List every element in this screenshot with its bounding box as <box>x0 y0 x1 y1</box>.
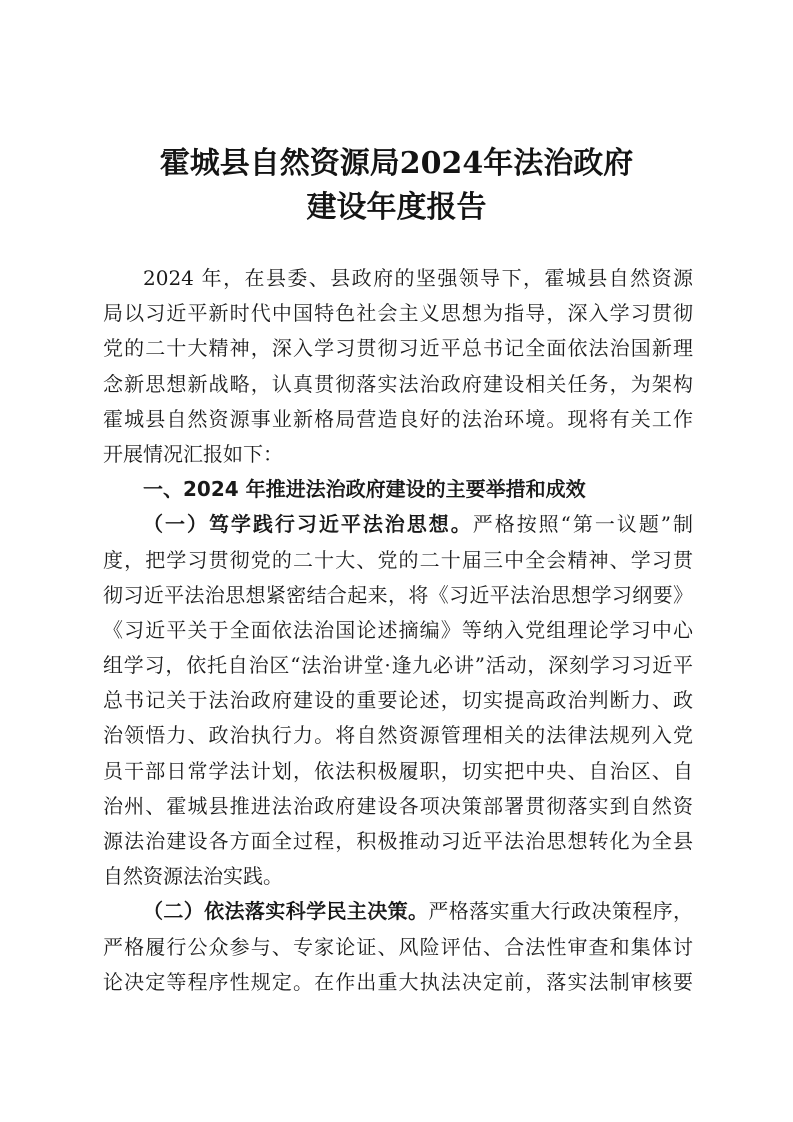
paragraph-line: 自然资源法治实践。 <box>103 864 283 889</box>
paragraph-line: 论决定等程序性规定。在作出重大执法决定前，落实法制审核要 <box>103 969 693 994</box>
paragraph-text: 严格落实重大行政决策程序， <box>428 899 694 924</box>
document-body <box>103 261 693 1000</box>
paragraph-line: 组学习，依托自治区“法治讲堂·逢九必讲”活动，深刻学习习近平 <box>103 653 693 678</box>
paragraph-line: 2024 年，在县委、县政府的坚强领导下，霍城县自然资源 <box>143 266 693 290</box>
paragraph-line <box>103 507 693 542</box>
document-title <box>0 142 793 230</box>
paragraph-line: 开展情况汇报如下： <box>103 441 283 466</box>
title-line-1: 霍城县自然资源局2024年法治政府 <box>159 146 634 181</box>
subsection-heading: （一）笃学践行习近平法治思想。 <box>143 512 473 537</box>
paragraph-line: 度，把学习贯彻党的二十大、党的二十届三中全会精神、学习贯 <box>103 547 693 572</box>
title-line-2: 建设年度报告 <box>306 190 487 225</box>
paragraph-line: 治州、霍城县推进法治政府建设各项决策部署贯彻落实到自然资 <box>103 793 693 818</box>
paragraph-line: 党的二十大精神，深入学习贯彻习近平总书记全面依法治国新理 <box>103 336 693 361</box>
paragraph-line: 局以习近平新时代中国特色社会主义思想为指导，深入学习贯彻 <box>103 301 693 326</box>
paragraph-line: 霍城县自然资源事业新格局营造良好的法治环境。现将有关工作 <box>103 406 693 431</box>
section-heading: 一、2024 年推进法治政府建设的主要举措和成效 <box>143 477 586 502</box>
paragraph-line: 总书记关于法治政府建设的重要论述，切实提高政治判断力、政 <box>103 688 693 713</box>
paragraph-line: 治领悟力、政治执行力。将自然资源管理相关的法律法规列入党 <box>103 723 693 748</box>
paragraph-text: 严格按照“第一议题”制 <box>472 512 694 537</box>
subsection-heading: （二）依法落实科学民主决策。 <box>143 899 429 924</box>
paragraph-line: 彻习近平法治思想紧密结合起来，将《习近平法治思想学习纲要》 <box>103 582 693 607</box>
paragraph-line: 员干部日常学法计划，依法积极履职，切实把中央、自治区、自 <box>103 758 693 783</box>
paragraph-line <box>103 894 693 929</box>
paragraph-line: 念新思想新战略，认真贯彻落实法治政府建设相关任务，为架构 <box>103 371 693 396</box>
paragraph-line: 源法治建设各方面全过程，积极推动习近平法治思想转化为全县 <box>103 829 693 853</box>
paragraph-line: 《习近平关于全面依法治国论述摘编》等纳入党组理论学习中心 <box>103 617 693 642</box>
paragraph-line: 严格履行公众参与、专家论证、风险评估、合法性审查和集体讨 <box>103 934 693 959</box>
